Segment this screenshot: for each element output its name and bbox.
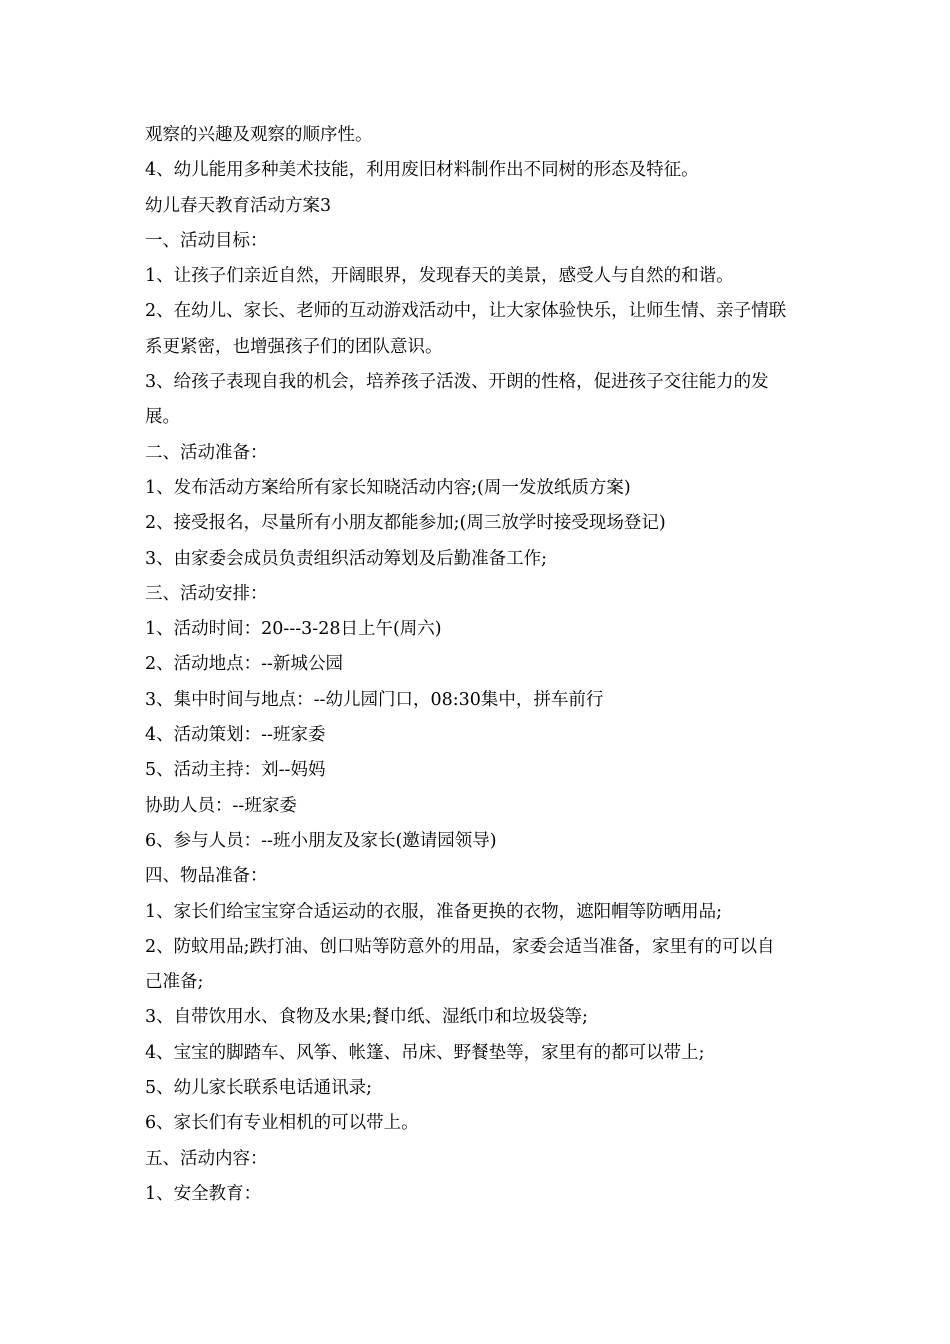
text-line: 系更紧密，也增强孩子们的团队意识。 <box>145 336 443 357</box>
text-line: 展。 <box>145 407 180 428</box>
text-line: 6、家长们有专业相机的可以带上。 <box>145 1113 419 1134</box>
text-line: 5、活动主持：刘--妈妈 <box>145 760 326 781</box>
document-body <box>145 118 825 1212</box>
text-line: 4、活动策划：--班家委 <box>145 725 326 746</box>
text-line: 1、发布活动方案给所有家长知晓活动内容;(周一发放纸质方案) <box>145 477 631 498</box>
text-line: 6、参与人员：--班小朋友及家长(邀请园领导) <box>145 830 497 851</box>
section-heading: 一、活动目标： <box>145 230 268 251</box>
text-line: 3、集中时间与地点：--幼儿园门口，08:30集中，拼车前行 <box>145 689 604 710</box>
text-line: 1、家长们给宝宝穿合适运动的衣服，准备更换的衣物，遮阳帽等防晒用品; <box>145 901 723 922</box>
section-heading: 二、活动准备： <box>145 442 268 463</box>
text-line: 2、接受报名，尽量所有小朋友都能参加;(周三放学时接受现场登记) <box>145 513 666 534</box>
text-line: 4、宝宝的脚踏车、风筝、帐篷、吊床、野餐垫等，家里有的都可以带上; <box>145 1042 705 1063</box>
text-line: 己准备; <box>145 972 204 993</box>
text-line: 3、给孩子表现自我的机会，培养孩子活泼、开朗的性格，促进孩子交往能力的发 <box>145 372 769 393</box>
text-line: 2、活动地点：--新城公园 <box>145 654 343 675</box>
text-line: 1、安全教育： <box>145 1183 262 1204</box>
text-line: 4、幼儿能用多种美术技能，利用废旧材料制作出不同树的形态及特征。 <box>145 160 699 181</box>
section-heading: 三、活动安排： <box>145 583 268 604</box>
text-line: 5、幼儿家长联系电话通讯录; <box>145 1078 373 1099</box>
text-line: 2、防蚊用品;跌打油、创口贴等防意外的用品，家委会适当准备，家里有的可以自 <box>145 936 775 957</box>
text-line: 3、由家委会成员负责组织活动筹划及后勤准备工作; <box>145 548 548 569</box>
text-line: 观察的兴趣及观察的顺序性。 <box>145 125 373 145</box>
text-line: 协助人员：--班家委 <box>145 795 297 816</box>
section-title: 幼儿春天教育活动方案3 <box>145 195 332 216</box>
section-heading: 五、活动内容： <box>145 1148 268 1169</box>
text-line: 1、活动时间：20---3-28日上午(周六) <box>145 619 442 640</box>
text-line: 3、自带饮用水、食物及水果;餐巾纸、湿纸巾和垃圾袋等; <box>145 1007 588 1028</box>
text-line: 2、在幼儿、家长、老师的互动游戏活动中，让大家体验快乐，让师生情、亲子情联 <box>145 301 787 322</box>
section-heading: 四、物品准备： <box>145 866 268 887</box>
text-line: 1、让孩子们亲近自然，开阔眼界，发现春天的美景，感受人与自然的和谐。 <box>145 266 734 287</box>
